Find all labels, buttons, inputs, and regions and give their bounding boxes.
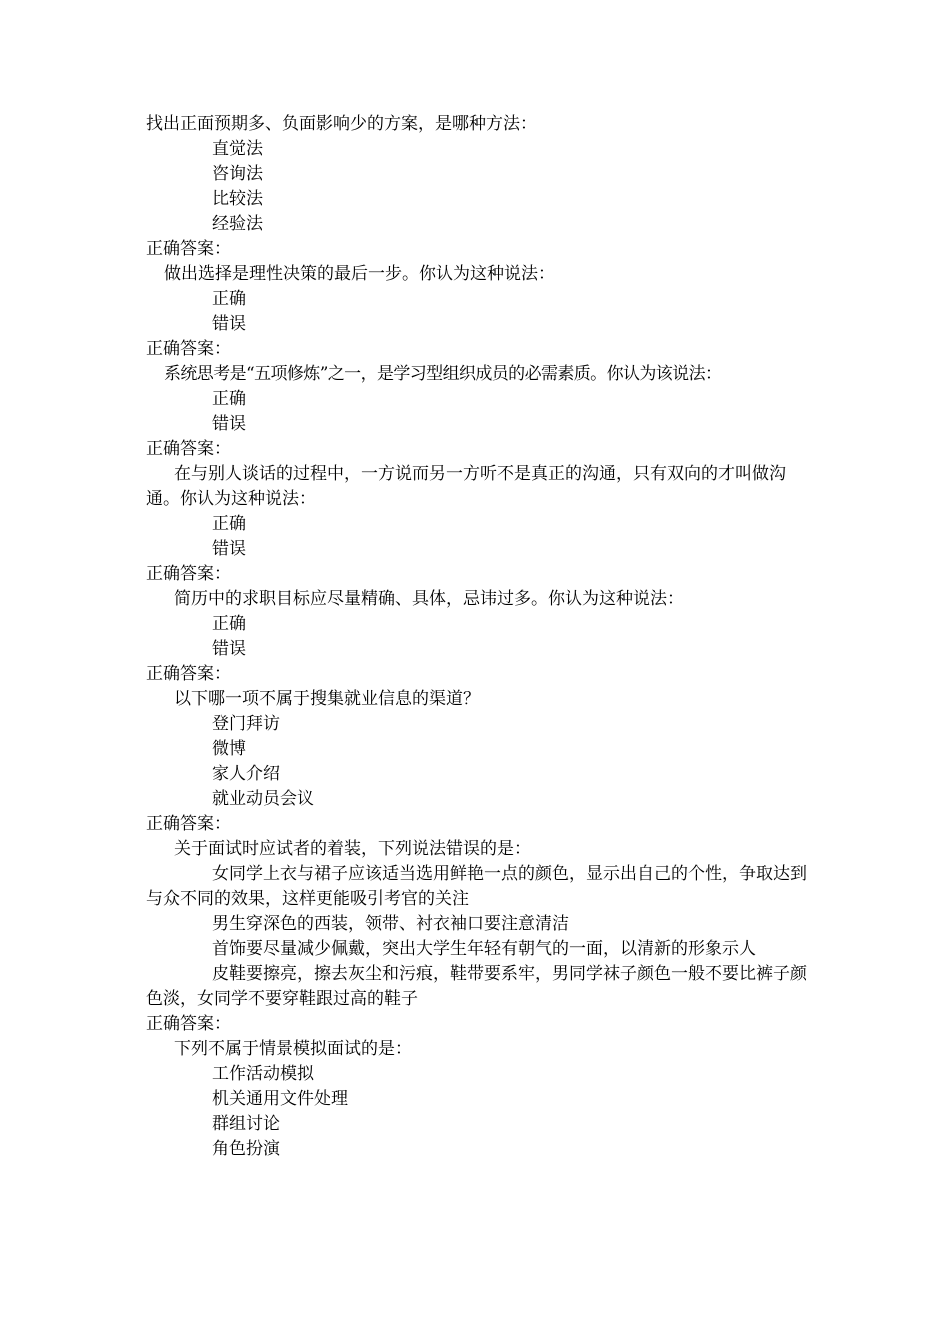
option: 机关通用文件处理 — [212, 1089, 348, 1109]
question-6 — [146, 687, 810, 837]
option: 错误 — [212, 539, 246, 559]
option: 错误 — [212, 414, 246, 434]
option: 群组讨论 — [212, 1114, 280, 1134]
question-text: 找出正面预期多、负面影响少的方案，是哪种方法： — [146, 114, 537, 134]
question-4 — [146, 462, 810, 587]
question-text: 关于面试时应试者的着装，下列说法错误的是： — [174, 839, 531, 859]
option: 微博 — [212, 739, 246, 759]
question-text: 下列不属于情景模拟面试的是： — [174, 1039, 412, 1059]
option: 错误 — [212, 314, 246, 334]
option: 男生穿深色的西装，领带、衬衣袖口要注意清洁 — [212, 914, 569, 934]
option: 登门拜访 — [212, 714, 280, 734]
option: 咨询法 — [212, 164, 263, 184]
option: 直觉法 — [212, 139, 263, 159]
question-3 — [146, 362, 810, 462]
answer-label: 正确答案： — [146, 564, 231, 584]
question-text: 系统思考是“五项修炼”之一，是学习型组织成员的必需素质。你认为该说法： — [164, 364, 722, 384]
option: 就业动员会议 — [212, 789, 314, 809]
option: 工作活动模拟 — [212, 1064, 314, 1084]
question-1 — [146, 112, 810, 262]
question-5 — [146, 587, 810, 687]
document-page — [146, 112, 810, 1162]
option: 错误 — [212, 639, 246, 659]
answer-label: 正确答案： — [146, 814, 231, 834]
question-text: 做出选择是理性决策的最后一步。你认为这种说法： — [164, 264, 555, 284]
option: 正确 — [212, 514, 246, 534]
option: 正确 — [212, 614, 246, 634]
answer-label: 正确答案： — [146, 439, 231, 459]
option: 正确 — [212, 389, 246, 409]
option: 比较法 — [212, 189, 263, 209]
answer-label: 正确答案： — [146, 664, 231, 684]
question-text: 在与别人谈话的过程中，一方说而另一方听不是真正的沟通，只有双向的才叫做沟通。你认为这种说法： — [146, 464, 786, 509]
option: 家人介绍 — [212, 764, 280, 784]
answer-label: 正确答案： — [146, 239, 231, 259]
question-7 — [146, 837, 810, 1037]
option: 经验法 — [212, 214, 263, 234]
option: 女同学上衣与裙子应该适当选用鲜艳一点的颜色，显示出自己的个性，争取达到与众不同的效果，这样更能吸引考官的关注 — [146, 864, 807, 909]
option: 皮鞋要擦亮，擦去灰尘和污痕，鞋带要系牢，男同学袜子颜色一般不要比裤子颜色淡，女同学不要穿鞋跟过高的鞋子 — [146, 964, 807, 1009]
question-8 — [146, 1037, 810, 1162]
option: 正确 — [212, 289, 246, 309]
question-text: 简历中的求职目标应尽量精确、具体，忌讳过多。你认为这种说法： — [174, 589, 684, 609]
answer-label: 正确答案： — [146, 339, 231, 359]
question-2 — [146, 262, 810, 362]
option: 首饰要尽量减少佩戴，突出大学生年轻有朝气的一面，以清新的形象示人 — [212, 939, 756, 959]
question-text: 以下哪一项不属于搜集就业信息的渠道？ — [174, 689, 480, 709]
answer-label: 正确答案： — [146, 1014, 231, 1034]
option: 角色扮演 — [212, 1139, 280, 1159]
